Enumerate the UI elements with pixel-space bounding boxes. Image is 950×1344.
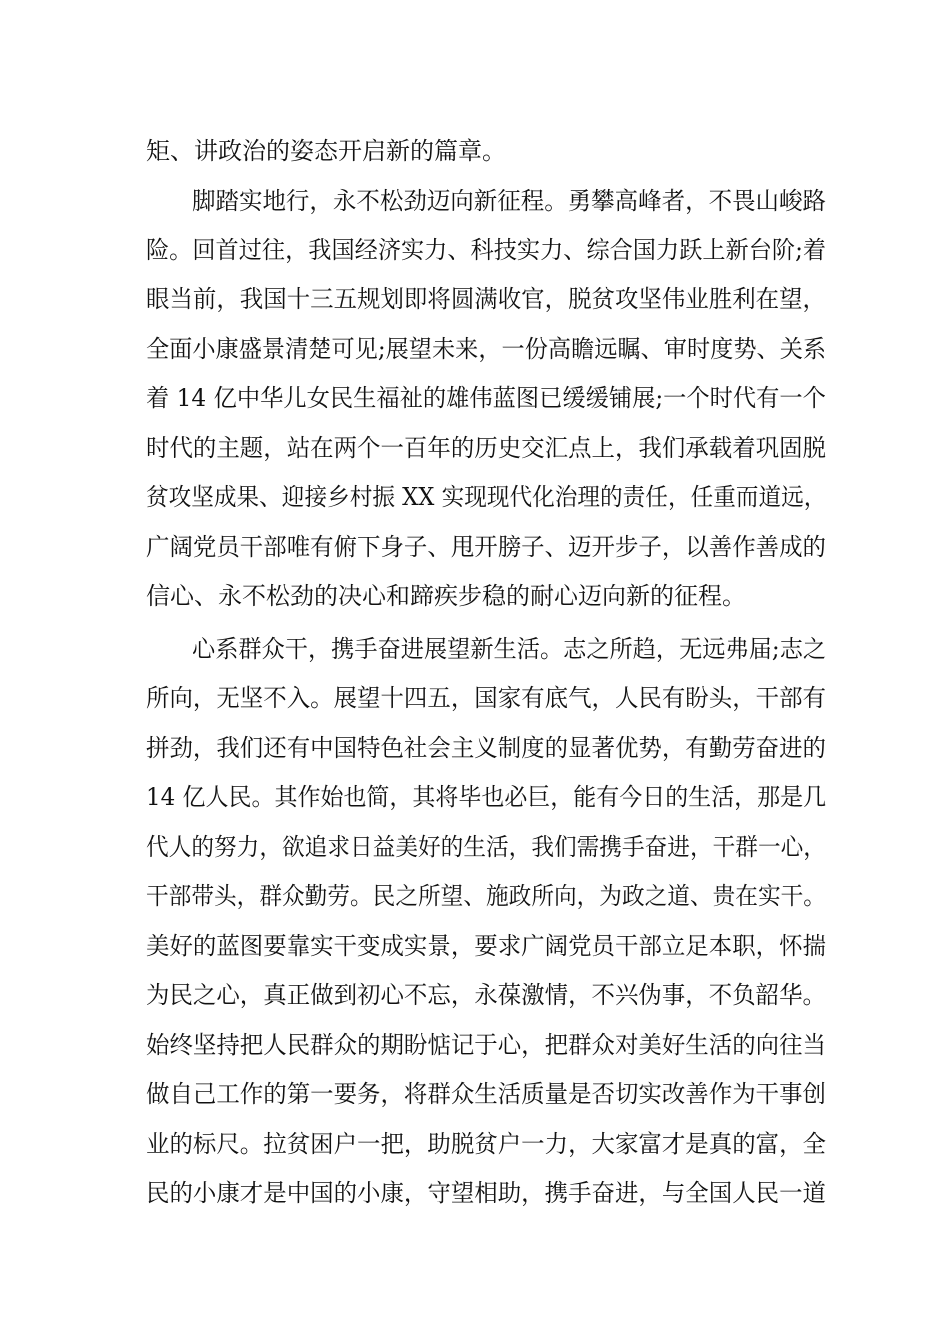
paragraph-first-line: 心系群众干，携手奋进展望新生活。志之所趋，无远弗届;志之: [192, 635, 827, 663]
paragraph-first-line: 脚踏实地行，永不松劲迈向新征程。勇攀高峰者，不畏山峻路: [192, 187, 827, 215]
text-line: 信心、永不松劲的决心和蹄疾步稳的耐心迈向新的征程。: [146, 582, 746, 610]
text-line: 业的标尺。拉贫困户一把，助脱贫户一力，大家富才是真的富，全: [146, 1130, 826, 1158]
text-line: 美好的蓝图要靠实干变成实景，要求广阔党员干部立足本职，怀揣: [146, 932, 826, 960]
text-line: 拼劲，我们还有中国特色社会主义制度的显著优势，有勤劳奋进的: [146, 734, 826, 762]
text-line: 14 亿人民。其作始也简，其将毕也必巨，能有今日的生活，那是几: [146, 783, 827, 811]
text-line: 代人的努力，欲追求日益美好的生活，我们需携手奋进，干群一心，: [146, 833, 826, 861]
text-line: 着 14 亿中华儿女民生福祉的雄伟蓝图已缓缓铺展;一个时代有一个: [146, 384, 826, 412]
text-line: 为民之心，真正做到初心不忘，永葆激情，不兴伪事，不负韶华。: [146, 981, 826, 1009]
text-line: 所向，无坚不入。展望十四五，国家有底气，人民有盼头，干部有: [146, 684, 826, 712]
text-line: 贫攻坚成果、迎接乡村振 XX 实现现代化治理的责任，任重而道远，: [146, 483, 827, 511]
text-line: 做自己工作的第一要务，将群众生活质量是否切实改善作为干事创: [146, 1080, 826, 1108]
text-line: 时代的主题，站在两个一百年的历史交汇点上，我们承载着巩固脱: [146, 434, 826, 462]
text-line: 干部带头，群众勤劳。民之所望、施政所向，为政之道、贵在实干。: [146, 882, 826, 910]
text-line: 险。回首过往，我国经济实力、科技实力、综合国力跃上新台阶;着: [146, 236, 827, 264]
text-line: 始终坚持把人民群众的期盼惦记于心，把群众对美好生活的向往当: [146, 1031, 826, 1059]
text-line: 广阔党员干部唯有俯下身子、甩开膀子、迈开步子，以善作善成的: [146, 533, 826, 561]
text-line: 眼当前，我国十三五规划即将圆满收官，脱贫攻坚伟业胜利在望，: [146, 285, 826, 313]
text-line: 矩、讲政治的姿态开启新的篇章。: [146, 137, 506, 165]
text-line: 全面小康盛景清楚可见;展望未来，一份高瞻远瞩、审时度势、关系: [146, 335, 827, 363]
text-line: 民的小康才是中国的小康，守望相助，携手奋进，与全国人民一道: [146, 1179, 826, 1207]
